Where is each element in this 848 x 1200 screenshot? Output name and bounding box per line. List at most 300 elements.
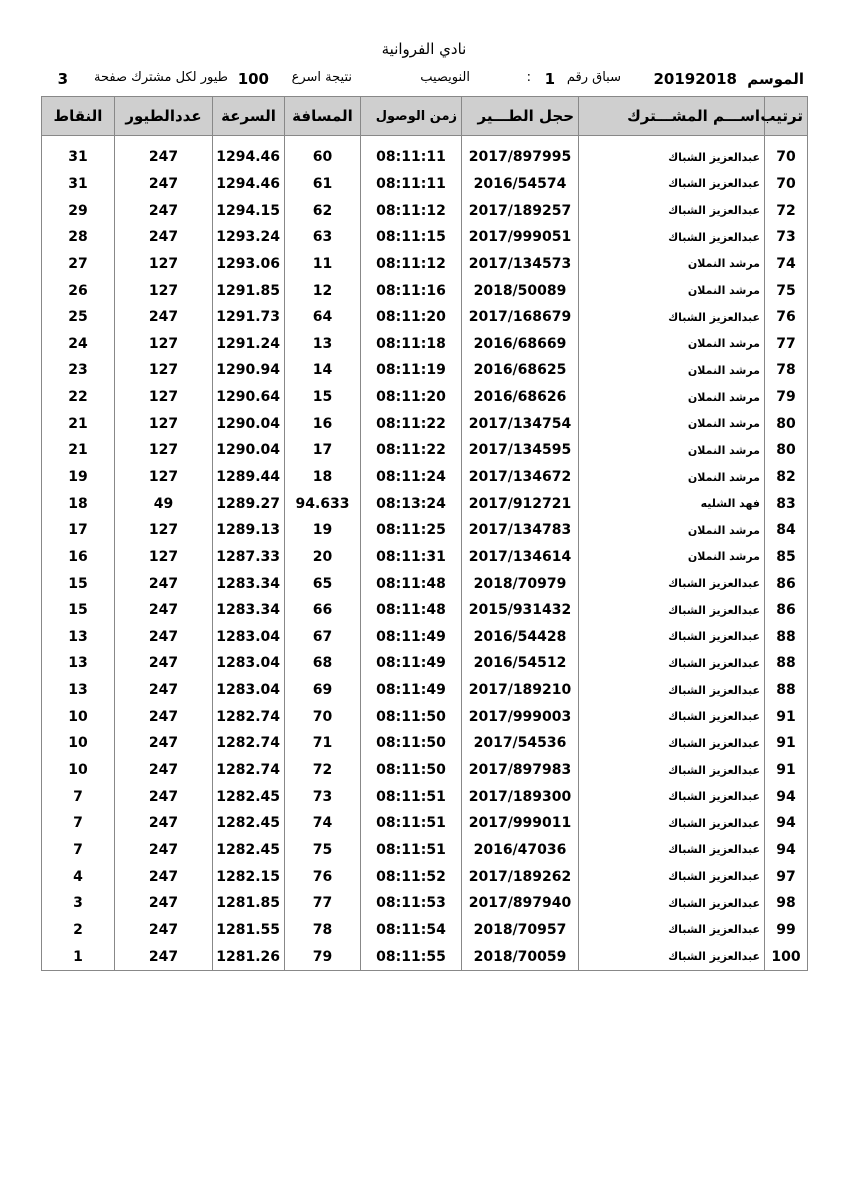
- table-row: [42, 171, 808, 198]
- ring-cell: 2017/999051: [462, 224, 579, 251]
- speed-cell: 1282.45: [213, 810, 285, 837]
- member-name-cell: مرشد النملان: [579, 464, 765, 491]
- distance-cell: 79: [285, 943, 361, 970]
- ring-cell: 2015/931432: [462, 597, 579, 624]
- ring-cell: 2017/897983: [462, 757, 579, 784]
- bird-count-cell: 247: [115, 677, 213, 704]
- table-row: [42, 943, 808, 970]
- member-name-cell: عبدالعزيز الشباك: [579, 650, 765, 677]
- arrival-time-cell: 08:11:22: [361, 437, 462, 464]
- rank-cell: 88: [765, 677, 808, 704]
- member-name-cell: مرشد النملان: [579, 544, 765, 571]
- distance-cell: 61: [285, 171, 361, 198]
- points-cell: 4: [42, 863, 115, 890]
- points-cell: 1: [42, 943, 115, 970]
- member-name-cell: عبدالعزيز الشباك: [579, 597, 765, 624]
- arrival-time-cell: 08:11:12: [361, 251, 462, 278]
- bird-count-cell: 247: [115, 890, 213, 917]
- speed-cell: 1291.85: [213, 277, 285, 304]
- distance-cell: 13: [285, 330, 361, 357]
- speed-cell: 1291.73: [213, 304, 285, 331]
- points-cell: 29: [42, 197, 115, 224]
- table-row: [42, 810, 808, 837]
- rank-cell: 94: [765, 810, 808, 837]
- bird-count-cell: 247: [115, 863, 213, 890]
- bird-count-cell: 247: [115, 624, 213, 651]
- results-table: [41, 96, 808, 971]
- member-name-cell: عبدالعزيز الشباك: [579, 810, 765, 837]
- member-name-cell: عبدالعزيز الشباك: [579, 917, 765, 944]
- rank-cell: 73: [765, 224, 808, 251]
- season-value: 20192018: [653, 70, 737, 88]
- ring-cell: 2016/68625: [462, 357, 579, 384]
- ring-cell: 2017/912721: [462, 490, 579, 517]
- arrival-time-cell: 08:11:31: [361, 544, 462, 571]
- rank-cell: 70: [765, 171, 808, 198]
- member-name-cell: مرشد النملان: [579, 517, 765, 544]
- bird-count-cell: 247: [115, 757, 213, 784]
- ring-cell: 2017/134672: [462, 464, 579, 491]
- table-row: [42, 597, 808, 624]
- arrival-time-cell: 08:11:20: [361, 384, 462, 411]
- page-number: 3: [57, 70, 68, 88]
- column-header-member: اســـم المشـــترك: [579, 97, 765, 136]
- rank-cell: 80: [765, 437, 808, 464]
- bird-count-cell: 247: [115, 144, 213, 171]
- speed-cell: 1281.55: [213, 917, 285, 944]
- rank-cell: 74: [765, 251, 808, 278]
- points-cell: 25: [42, 304, 115, 331]
- member-name-cell: عبدالعزيز الشباك: [579, 890, 765, 917]
- rank-cell: 94: [765, 837, 808, 864]
- column-header-ring: حجل الطـــير: [462, 97, 579, 136]
- bird-count-cell: 247: [115, 650, 213, 677]
- column-header-points: النقاط: [42, 97, 115, 136]
- ring-cell: 2017/897995: [462, 144, 579, 171]
- ring-cell: 2017/999003: [462, 703, 579, 730]
- bird-count-cell: 127: [115, 437, 213, 464]
- table-row: [42, 917, 808, 944]
- member-name-cell: مرشد النملان: [579, 251, 765, 278]
- distance-cell: 20: [285, 544, 361, 571]
- points-cell: 13: [42, 677, 115, 704]
- member-name-cell: عبدالعزيز الشباك: [579, 863, 765, 890]
- points-cell: 2: [42, 917, 115, 944]
- member-name-cell: مرشد النملان: [579, 277, 765, 304]
- ring-cell: 2017/134614: [462, 544, 579, 571]
- ring-cell: 2017/134595: [462, 437, 579, 464]
- table-row: [42, 677, 808, 704]
- column-header-speed: السرعة: [213, 97, 285, 136]
- arrival-time-cell: 08:11:50: [361, 757, 462, 784]
- arrival-time-cell: 08:11:16: [361, 277, 462, 304]
- speed-cell: 1290.04: [213, 437, 285, 464]
- distance-cell: 19: [285, 517, 361, 544]
- ring-cell: 2016/54512: [462, 650, 579, 677]
- points-cell: 18: [42, 490, 115, 517]
- table-row: [42, 384, 808, 411]
- table-row: [42, 357, 808, 384]
- distance-cell: 68: [285, 650, 361, 677]
- ring-cell: 2018/50089: [462, 277, 579, 304]
- rank-cell: 88: [765, 650, 808, 677]
- member-name-cell: عبدالعزيز الشباك: [579, 943, 765, 970]
- distance-cell: 64: [285, 304, 361, 331]
- arrival-time-cell: 08:11:22: [361, 410, 462, 437]
- arrival-time-cell: 08:11:51: [361, 783, 462, 810]
- speed-cell: 1282.15: [213, 863, 285, 890]
- arrival-time-cell: 08:11:55: [361, 943, 462, 970]
- table-row: [42, 490, 808, 517]
- distance-cell: 60: [285, 144, 361, 171]
- speed-cell: 1282.74: [213, 730, 285, 757]
- table-row: [42, 570, 808, 597]
- table-row: [42, 144, 808, 171]
- ring-cell: 2017/54536: [462, 730, 579, 757]
- ring-cell: 2017/134573: [462, 251, 579, 278]
- points-cell: 31: [42, 171, 115, 198]
- distance-cell: 70: [285, 703, 361, 730]
- bird-count-cell: 247: [115, 943, 213, 970]
- member-name-cell: مرشد النملان: [579, 437, 765, 464]
- bird-count-cell: 247: [115, 703, 213, 730]
- ring-cell: 2017/134754: [462, 410, 579, 437]
- rank-cell: 97: [765, 863, 808, 890]
- speed-cell: 1289.13: [213, 517, 285, 544]
- points-cell: 10: [42, 730, 115, 757]
- distance-cell: 77: [285, 890, 361, 917]
- table-row: [42, 304, 808, 331]
- distance-cell: 14: [285, 357, 361, 384]
- points-cell: 22: [42, 384, 115, 411]
- rank-cell: 78: [765, 357, 808, 384]
- points-cell: 3: [42, 890, 115, 917]
- distance-cell: 17: [285, 437, 361, 464]
- table-row: [42, 730, 808, 757]
- ring-cell: 2017/134783: [462, 517, 579, 544]
- distance-cell: 65: [285, 570, 361, 597]
- bird-count-cell: 127: [115, 410, 213, 437]
- speed-cell: 1290.04: [213, 410, 285, 437]
- speed-cell: 1283.34: [213, 570, 285, 597]
- bird-count-cell: 247: [115, 224, 213, 251]
- bird-count-cell: 247: [115, 570, 213, 597]
- bird-count-cell: 247: [115, 917, 213, 944]
- column-header-distance: المسافة: [285, 97, 361, 136]
- table-row: [42, 251, 808, 278]
- points-cell: 19: [42, 464, 115, 491]
- points-cell: 16: [42, 544, 115, 571]
- arrival-time-cell: 08:11:50: [361, 703, 462, 730]
- ring-cell: 2018/70957: [462, 917, 579, 944]
- points-cell: 10: [42, 757, 115, 784]
- points-cell: 10: [42, 703, 115, 730]
- member-name-cell: عبدالعزيز الشباك: [579, 624, 765, 651]
- race-label: سباق رقم: [566, 70, 621, 85]
- arrival-time-cell: 08:11:52: [361, 863, 462, 890]
- member-name-cell: عبدالعزيز الشباك: [579, 144, 765, 171]
- rank-cell: 84: [765, 517, 808, 544]
- points-cell: 17: [42, 517, 115, 544]
- member-name-cell: عبدالعزيز الشباك: [579, 304, 765, 331]
- arrival-time-cell: 08:11:18: [361, 330, 462, 357]
- arrival-time-cell: 08:11:15: [361, 224, 462, 251]
- speed-cell: 1283.04: [213, 650, 285, 677]
- distance-cell: 11: [285, 251, 361, 278]
- speed-cell: 1283.34: [213, 597, 285, 624]
- season-label: الموسم: [747, 70, 804, 88]
- points-cell: 28: [42, 224, 115, 251]
- member-name-cell: فهد الشليه: [579, 490, 765, 517]
- member-name-cell: عبدالعزيز الشباك: [579, 224, 765, 251]
- race-info-line: [0, 70, 848, 92]
- table-row: [42, 650, 808, 677]
- arrival-time-cell: 08:11:11: [361, 171, 462, 198]
- ring-cell: 2017/189257: [462, 197, 579, 224]
- rank-cell: 79: [765, 384, 808, 411]
- distance-cell: 69: [285, 677, 361, 704]
- speed-cell: 1293.06: [213, 251, 285, 278]
- points-cell: 26: [42, 277, 115, 304]
- rank-cell: 80: [765, 410, 808, 437]
- table-row: [42, 757, 808, 784]
- distance-cell: 78: [285, 917, 361, 944]
- race-number: 1: [544, 70, 555, 88]
- rank-cell: 77: [765, 330, 808, 357]
- member-name-cell: عبدالعزيز الشباك: [579, 703, 765, 730]
- arrival-time-cell: 08:11:50: [361, 730, 462, 757]
- speed-cell: 1283.04: [213, 677, 285, 704]
- points-cell: 21: [42, 410, 115, 437]
- points-cell: 15: [42, 597, 115, 624]
- arrival-time-cell: 08:11:11: [361, 144, 462, 171]
- rank-cell: 91: [765, 703, 808, 730]
- arrival-time-cell: 08:11:53: [361, 890, 462, 917]
- bird-count-cell: 127: [115, 251, 213, 278]
- per-member-label: طيور لكل مشترك صفحة: [94, 70, 228, 85]
- speed-cell: 1293.24: [213, 224, 285, 251]
- distance-cell: 62: [285, 197, 361, 224]
- member-name-cell: عبدالعزيز الشباك: [579, 730, 765, 757]
- speed-cell: 1281.26: [213, 943, 285, 970]
- rank-cell: 86: [765, 597, 808, 624]
- distance-cell: 15: [285, 384, 361, 411]
- bird-count-cell: 127: [115, 277, 213, 304]
- bird-count-cell: 247: [115, 171, 213, 198]
- table-row: [42, 437, 808, 464]
- table-row: [42, 624, 808, 651]
- ring-cell: 2017/189262: [462, 863, 579, 890]
- speed-cell: 1282.74: [213, 703, 285, 730]
- speed-cell: 1289.44: [213, 464, 285, 491]
- points-cell: 7: [42, 810, 115, 837]
- member-name-cell: عبدالعزيز الشباك: [579, 837, 765, 864]
- table-row: [42, 330, 808, 357]
- points-cell: 31: [42, 144, 115, 171]
- member-name-cell: عبدالعزيز الشباك: [579, 197, 765, 224]
- member-name-cell: عبدالعزيز الشباك: [579, 677, 765, 704]
- arrival-time-cell: 08:11:51: [361, 837, 462, 864]
- bird-count-cell: 127: [115, 544, 213, 571]
- points-cell: 27: [42, 251, 115, 278]
- rank-cell: 99: [765, 917, 808, 944]
- rank-cell: 83: [765, 490, 808, 517]
- bird-count-cell: 127: [115, 330, 213, 357]
- distance-cell: 16: [285, 410, 361, 437]
- rank-cell: 100: [765, 943, 808, 970]
- table-row: [42, 410, 808, 437]
- ring-cell: 2018/70059: [462, 943, 579, 970]
- points-cell: 23: [42, 357, 115, 384]
- speed-cell: 1290.64: [213, 384, 285, 411]
- ring-cell: 2016/54428: [462, 624, 579, 651]
- arrival-time-cell: 08:11:48: [361, 570, 462, 597]
- arrival-time-cell: 08:11:12: [361, 197, 462, 224]
- table-row: [42, 837, 808, 864]
- distance-cell: 72: [285, 757, 361, 784]
- bird-count-cell: 247: [115, 810, 213, 837]
- member-name-cell: مرشد النملان: [579, 410, 765, 437]
- speed-cell: 1290.94: [213, 357, 285, 384]
- points-cell: 15: [42, 570, 115, 597]
- distance-cell: 12: [285, 277, 361, 304]
- points-cell: 7: [42, 837, 115, 864]
- speed-cell: 1283.04: [213, 624, 285, 651]
- arrival-time-cell: 08:11:49: [361, 677, 462, 704]
- rank-cell: 86: [765, 570, 808, 597]
- ring-cell: 2017/189210: [462, 677, 579, 704]
- club-title: نادي الفروانية: [381, 40, 467, 58]
- distance-cell: 75: [285, 837, 361, 864]
- speed-cell: 1282.45: [213, 783, 285, 810]
- bird-count-cell: 127: [115, 517, 213, 544]
- column-header-bird-count: عددالطيور: [115, 97, 213, 136]
- member-name-cell: مرشد النملان: [579, 384, 765, 411]
- speed-cell: 1287.33: [213, 544, 285, 571]
- speed-cell: 1282.74: [213, 757, 285, 784]
- table-row: [42, 783, 808, 810]
- points-cell: 13: [42, 650, 115, 677]
- race-colon: :: [526, 70, 531, 85]
- bird-count-cell: 247: [115, 197, 213, 224]
- points-cell: 13: [42, 624, 115, 651]
- table-header-row: [42, 97, 808, 136]
- table-row: [42, 224, 808, 251]
- ring-cell: 2016/68626: [462, 384, 579, 411]
- bird-count-cell: 127: [115, 464, 213, 491]
- rank-cell: 98: [765, 890, 808, 917]
- arrival-time-cell: 08:11:19: [361, 357, 462, 384]
- member-name-cell: عبدالعزيز الشباك: [579, 570, 765, 597]
- speed-cell: 1294.46: [213, 171, 285, 198]
- column-header-arrival-time: زمن الوصول: [361, 97, 462, 136]
- table-row: [42, 703, 808, 730]
- ring-cell: 2017/168679: [462, 304, 579, 331]
- speed-cell: 1282.45: [213, 837, 285, 864]
- rank-cell: 75: [765, 277, 808, 304]
- points-cell: 24: [42, 330, 115, 357]
- points-cell: 7: [42, 783, 115, 810]
- table-row: [42, 464, 808, 491]
- speed-cell: 1281.85: [213, 890, 285, 917]
- distance-cell: 73: [285, 783, 361, 810]
- rank-cell: 72: [765, 197, 808, 224]
- speed-cell: 1289.27: [213, 490, 285, 517]
- table-row: [42, 544, 808, 571]
- bird-count-cell: 49: [115, 490, 213, 517]
- ring-cell: 2017/999011: [462, 810, 579, 837]
- arrival-time-cell: 08:11:24: [361, 464, 462, 491]
- rank-cell: 85: [765, 544, 808, 571]
- table-row: [42, 277, 808, 304]
- ring-cell: 2017/897940: [462, 890, 579, 917]
- points-cell: 21: [42, 437, 115, 464]
- speed-cell: 1294.15: [213, 197, 285, 224]
- arrival-time-cell: 08:11:49: [361, 624, 462, 651]
- rank-cell: 76: [765, 304, 808, 331]
- ring-cell: 2018/70979: [462, 570, 579, 597]
- ring-cell: 2017/189300: [462, 783, 579, 810]
- bird-count-cell: 247: [115, 304, 213, 331]
- arrival-time-cell: 08:11:54: [361, 917, 462, 944]
- speed-cell: 1291.24: [213, 330, 285, 357]
- distance-cell: 74: [285, 810, 361, 837]
- rank-cell: 91: [765, 757, 808, 784]
- distance-cell: 18: [285, 464, 361, 491]
- distance-cell: 63: [285, 224, 361, 251]
- arrival-time-cell: 08:11:25: [361, 517, 462, 544]
- member-name-cell: مرشد النملان: [579, 357, 765, 384]
- arrival-time-cell: 08:13:24: [361, 490, 462, 517]
- table-row: [42, 517, 808, 544]
- distance-cell: 67: [285, 624, 361, 651]
- distance-cell: 76: [285, 863, 361, 890]
- table-row: [42, 863, 808, 890]
- distance-cell: 94.633: [285, 490, 361, 517]
- table-body: [42, 136, 808, 971]
- distance-cell: 66: [285, 597, 361, 624]
- column-header-rank: ترتيب: [765, 97, 808, 136]
- table-spacer-row: [42, 136, 808, 145]
- member-name-cell: عبدالعزيز الشباك: [579, 783, 765, 810]
- arrival-time-cell: 08:11:48: [361, 597, 462, 624]
- member-name-cell: مرشد النملان: [579, 330, 765, 357]
- distance-cell: 71: [285, 730, 361, 757]
- race-name: النويصيب: [420, 70, 470, 85]
- arrival-time-cell: 08:11:51: [361, 810, 462, 837]
- bird-count-cell: 247: [115, 783, 213, 810]
- table-row: [42, 890, 808, 917]
- ring-cell: 2016/47036: [462, 837, 579, 864]
- rank-cell: 82: [765, 464, 808, 491]
- result-label: نتيجة اسرع: [291, 70, 352, 85]
- rank-cell: 94: [765, 783, 808, 810]
- ring-cell: 2016/68669: [462, 330, 579, 357]
- result-count: 100: [237, 70, 269, 88]
- arrival-time-cell: 08:11:49: [361, 650, 462, 677]
- bird-count-cell: 247: [115, 837, 213, 864]
- bird-count-cell: 127: [115, 384, 213, 411]
- bird-count-cell: 247: [115, 730, 213, 757]
- rank-cell: 88: [765, 624, 808, 651]
- speed-cell: 1294.46: [213, 144, 285, 171]
- rank-cell: 91: [765, 730, 808, 757]
- arrival-time-cell: 08:11:20: [361, 304, 462, 331]
- rank-cell: 70: [765, 144, 808, 171]
- bird-count-cell: 127: [115, 357, 213, 384]
- member-name-cell: عبدالعزيز الشباك: [579, 757, 765, 784]
- member-name-cell: عبدالعزيز الشباك: [579, 171, 765, 198]
